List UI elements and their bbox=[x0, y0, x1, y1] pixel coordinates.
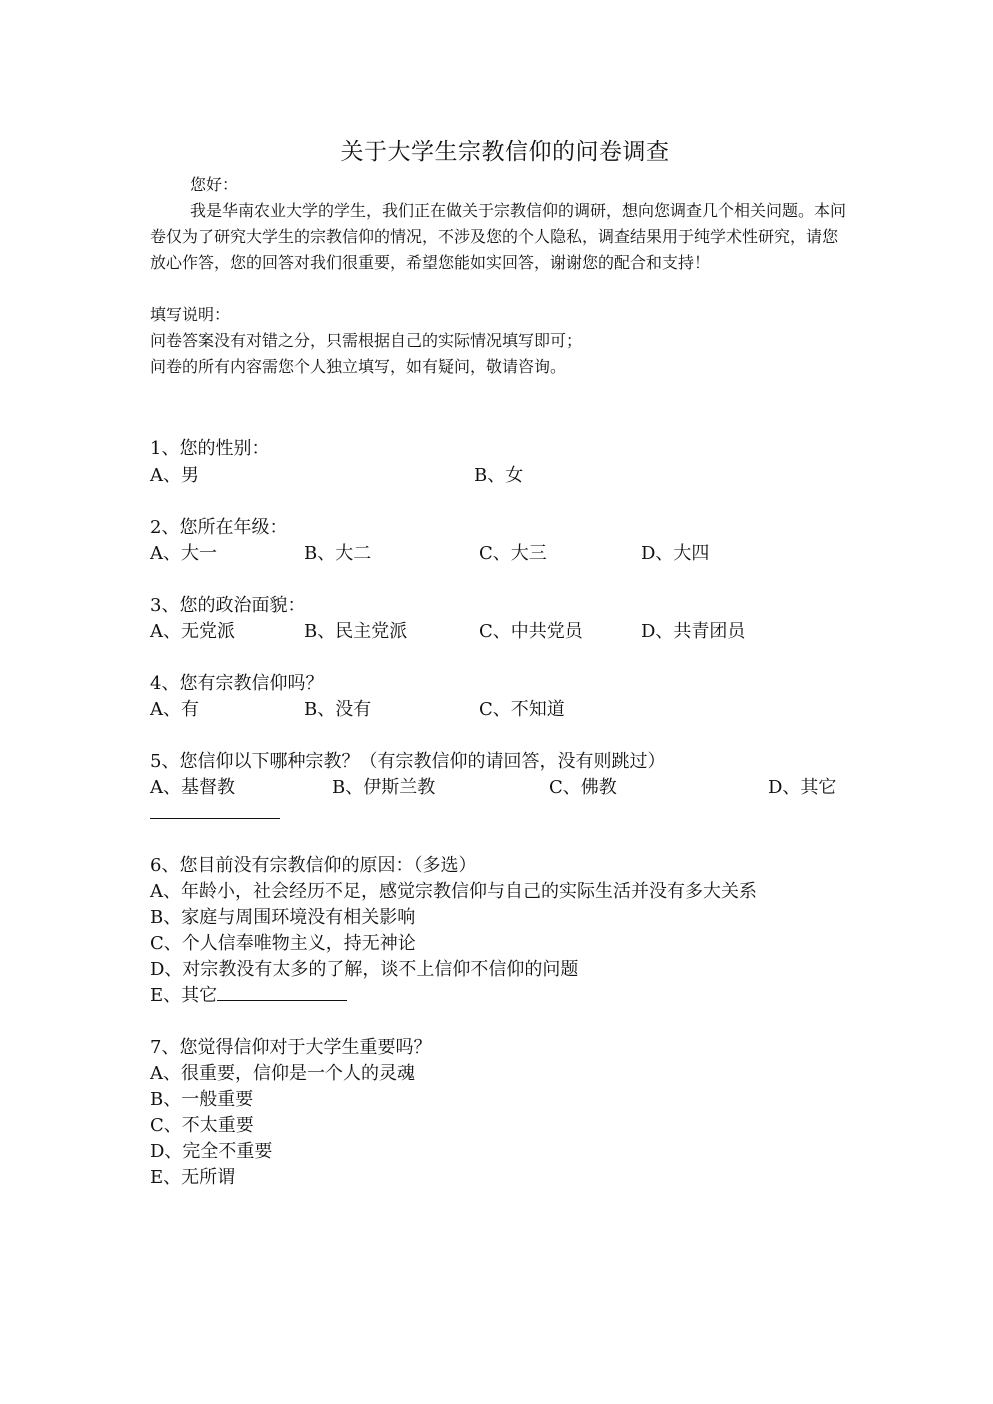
option[interactable]: D、共青团员 bbox=[641, 621, 746, 642]
question-7: 7、您觉得信仰对于大学生重要吗？ bbox=[150, 1037, 432, 1058]
question-3: 3、您的政治面貌： bbox=[150, 595, 306, 616]
question-6: 6、您目前没有宗教信仰的原因：（多选） bbox=[150, 855, 477, 876]
option[interactable]: A、基督教 bbox=[150, 777, 235, 798]
option[interactable]: D、完全不重要 bbox=[150, 1141, 273, 1162]
question-5: 5、您信仰以下哪种宗教？（有宗教信仰的请回答，没有则跳过） bbox=[150, 751, 666, 772]
instruction-line: 问卷的所有内容需您个人独立填写，如有疑问，敬请咨询。 bbox=[150, 357, 567, 376]
option[interactable]: C、佛教 bbox=[549, 777, 617, 798]
option[interactable]: B、没有 bbox=[304, 699, 372, 720]
option[interactable]: A、有 bbox=[150, 699, 199, 720]
option[interactable]: C、不知道 bbox=[479, 699, 565, 720]
option[interactable]: C、不太重要 bbox=[150, 1115, 254, 1136]
greeting: 您好： bbox=[190, 175, 239, 194]
option[interactable]: C、个人信奉唯物主义，持无神论 bbox=[150, 933, 416, 954]
option[interactable]: B、家庭与周围环境没有相关影响 bbox=[150, 907, 416, 928]
option[interactable]: A、年龄小，社会经历不足，感觉宗教信仰与自己的实际生活并没有多大关系 bbox=[150, 881, 757, 902]
option[interactable]: B、民主党派 bbox=[304, 621, 408, 642]
option[interactable]: B、伊斯兰教 bbox=[332, 777, 436, 798]
fill-in-blank[interactable] bbox=[150, 818, 280, 819]
option[interactable]: B、女 bbox=[474, 465, 524, 486]
option[interactable]: E、无所谓 bbox=[150, 1167, 236, 1188]
option[interactable]: B、一般重要 bbox=[150, 1089, 254, 1110]
option-with-blank[interactable] bbox=[150, 981, 347, 1007]
option[interactable]: D、大四 bbox=[641, 543, 710, 564]
intro-paragraph: 我是华南农业大学的学生，我们正在做关于宗教信仰的调研，想向您调查几个相关问题。本问卷仅为了研究大学生的宗教信仰的情况，不涉及您的个人隐私，调查结果用于纯学术性研究，请您放心作答，您的回答对我们很重要，希望您能如实回答，谢谢您的配合和支持！ bbox=[150, 201, 847, 272]
instruction-line: 问卷答案没有对错之分，只需根据自己的实际情况填写即可； bbox=[150, 331, 583, 350]
option[interactable]: C、大三 bbox=[479, 543, 547, 564]
option[interactable]: A、男 bbox=[150, 465, 199, 486]
option[interactable]: A、无党派 bbox=[150, 621, 235, 642]
option[interactable]: B、大二 bbox=[304, 543, 372, 564]
option[interactable]: A、大一 bbox=[150, 543, 217, 564]
question-1: 1、您的性别： bbox=[150, 438, 270, 459]
option[interactable]: D、其它 bbox=[768, 777, 837, 798]
document-title: 关于大学生宗教信仰的问卷调查 bbox=[340, 139, 670, 165]
fill-in-blank[interactable] bbox=[217, 982, 347, 1001]
option[interactable]: D、对宗教没有太多的了解，谈不上信仰不信仰的问题 bbox=[150, 959, 579, 980]
option[interactable]: A、很重要，信仰是一个人的灵魂 bbox=[150, 1063, 415, 1084]
instructions-heading: 填写说明： bbox=[150, 305, 231, 324]
option[interactable]: C、中共党员 bbox=[479, 621, 583, 642]
option-label: E、其它 bbox=[150, 985, 218, 1006]
question-4: 4、您有宗教信仰吗？ bbox=[150, 673, 324, 694]
question-2: 2、您所在年级： bbox=[150, 517, 288, 538]
